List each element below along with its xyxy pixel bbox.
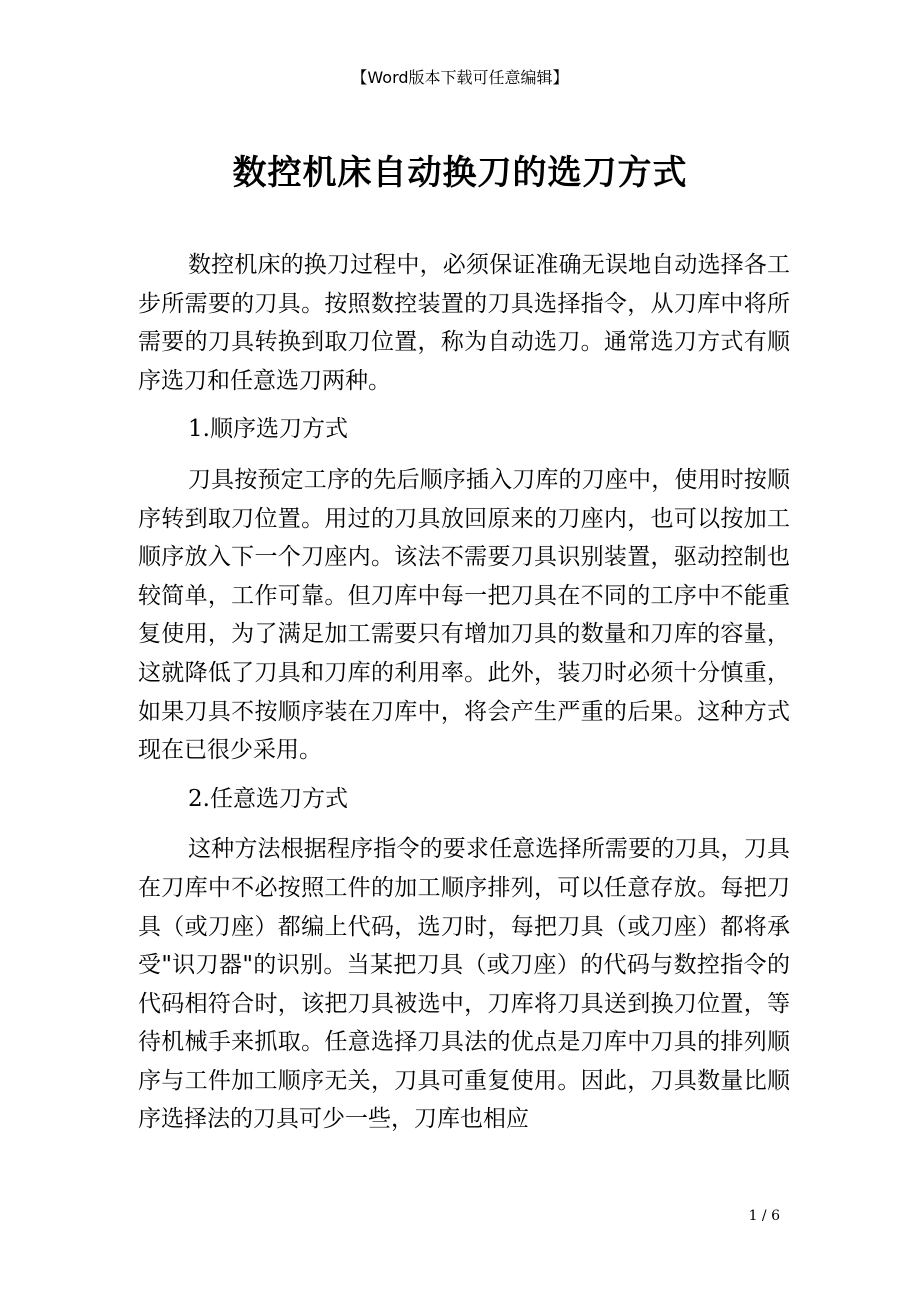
section1-heading: 1.顺序选刀方式 — [188, 416, 348, 443]
intro-paragraph: 数控机床的换刀过程中，必须保证准确无误地自动选择各工步所需要的刀具。按照数控装置的刀具选择指令，从刀库中将所需要的刀具转换到取刀位置，称为自动选刀。通常选刀方式有顺序选刀和任意选刀两种。 — [138, 252, 790, 394]
section2-paragraph: 这种方法根据程序指令的要求任意选择所需要的刀具，刀具在刀库中不必按照工件的加工顺序排列，可以任意存放。每把刀具（或刀座）都编上代码，选刀时，每把刀具（或刀座）都将承受"识刀器"的识别。当某把刀具（或刀座）的代码与数控指令的代码相符合时，该把刀具被选中，刀库将刀具送到换刀位置，等待机械手来抓取。任意选择刀具法的优点是刀库中刀具的排列顺序与工件加工顺序无关，刀具可重复使用。因此，刀具数量比顺序选择法的刀具可少一些，刀库也相应 — [138, 836, 790, 1133]
page-number: 1 / 6 — [748, 1208, 780, 1224]
section1-paragraph: 刀具按预定工序的先后顺序插入刀库的刀座中，使用时按顺序转到取刀位置。用过的刀具放回原来的刀座内，也可以按加工顺序放入下一个刀座内。该法不需要刀具识别装置，驱动控制也较简单，工作可靠。但刀库中每一把刀具在不同的工序中不能重复使用，为了满足加工需要只有增加刀具的数量和刀库的容量，这就降低了刀具和刀库的利用率。此外，装刀时必须十分慎重，如果刀具不按顺序装在刀库中，将会产生严重的后果。这种方式现在已很少采用。 — [138, 466, 790, 764]
document-title: 数控机床自动换刀的选刀方式 — [232, 152, 688, 193]
document-body — [138, 246, 790, 1139]
page-header-note: 【Word版本下载可任意编辑】 — [351, 68, 569, 87]
section2-heading: 2.任意选刀方式 — [188, 785, 348, 812]
